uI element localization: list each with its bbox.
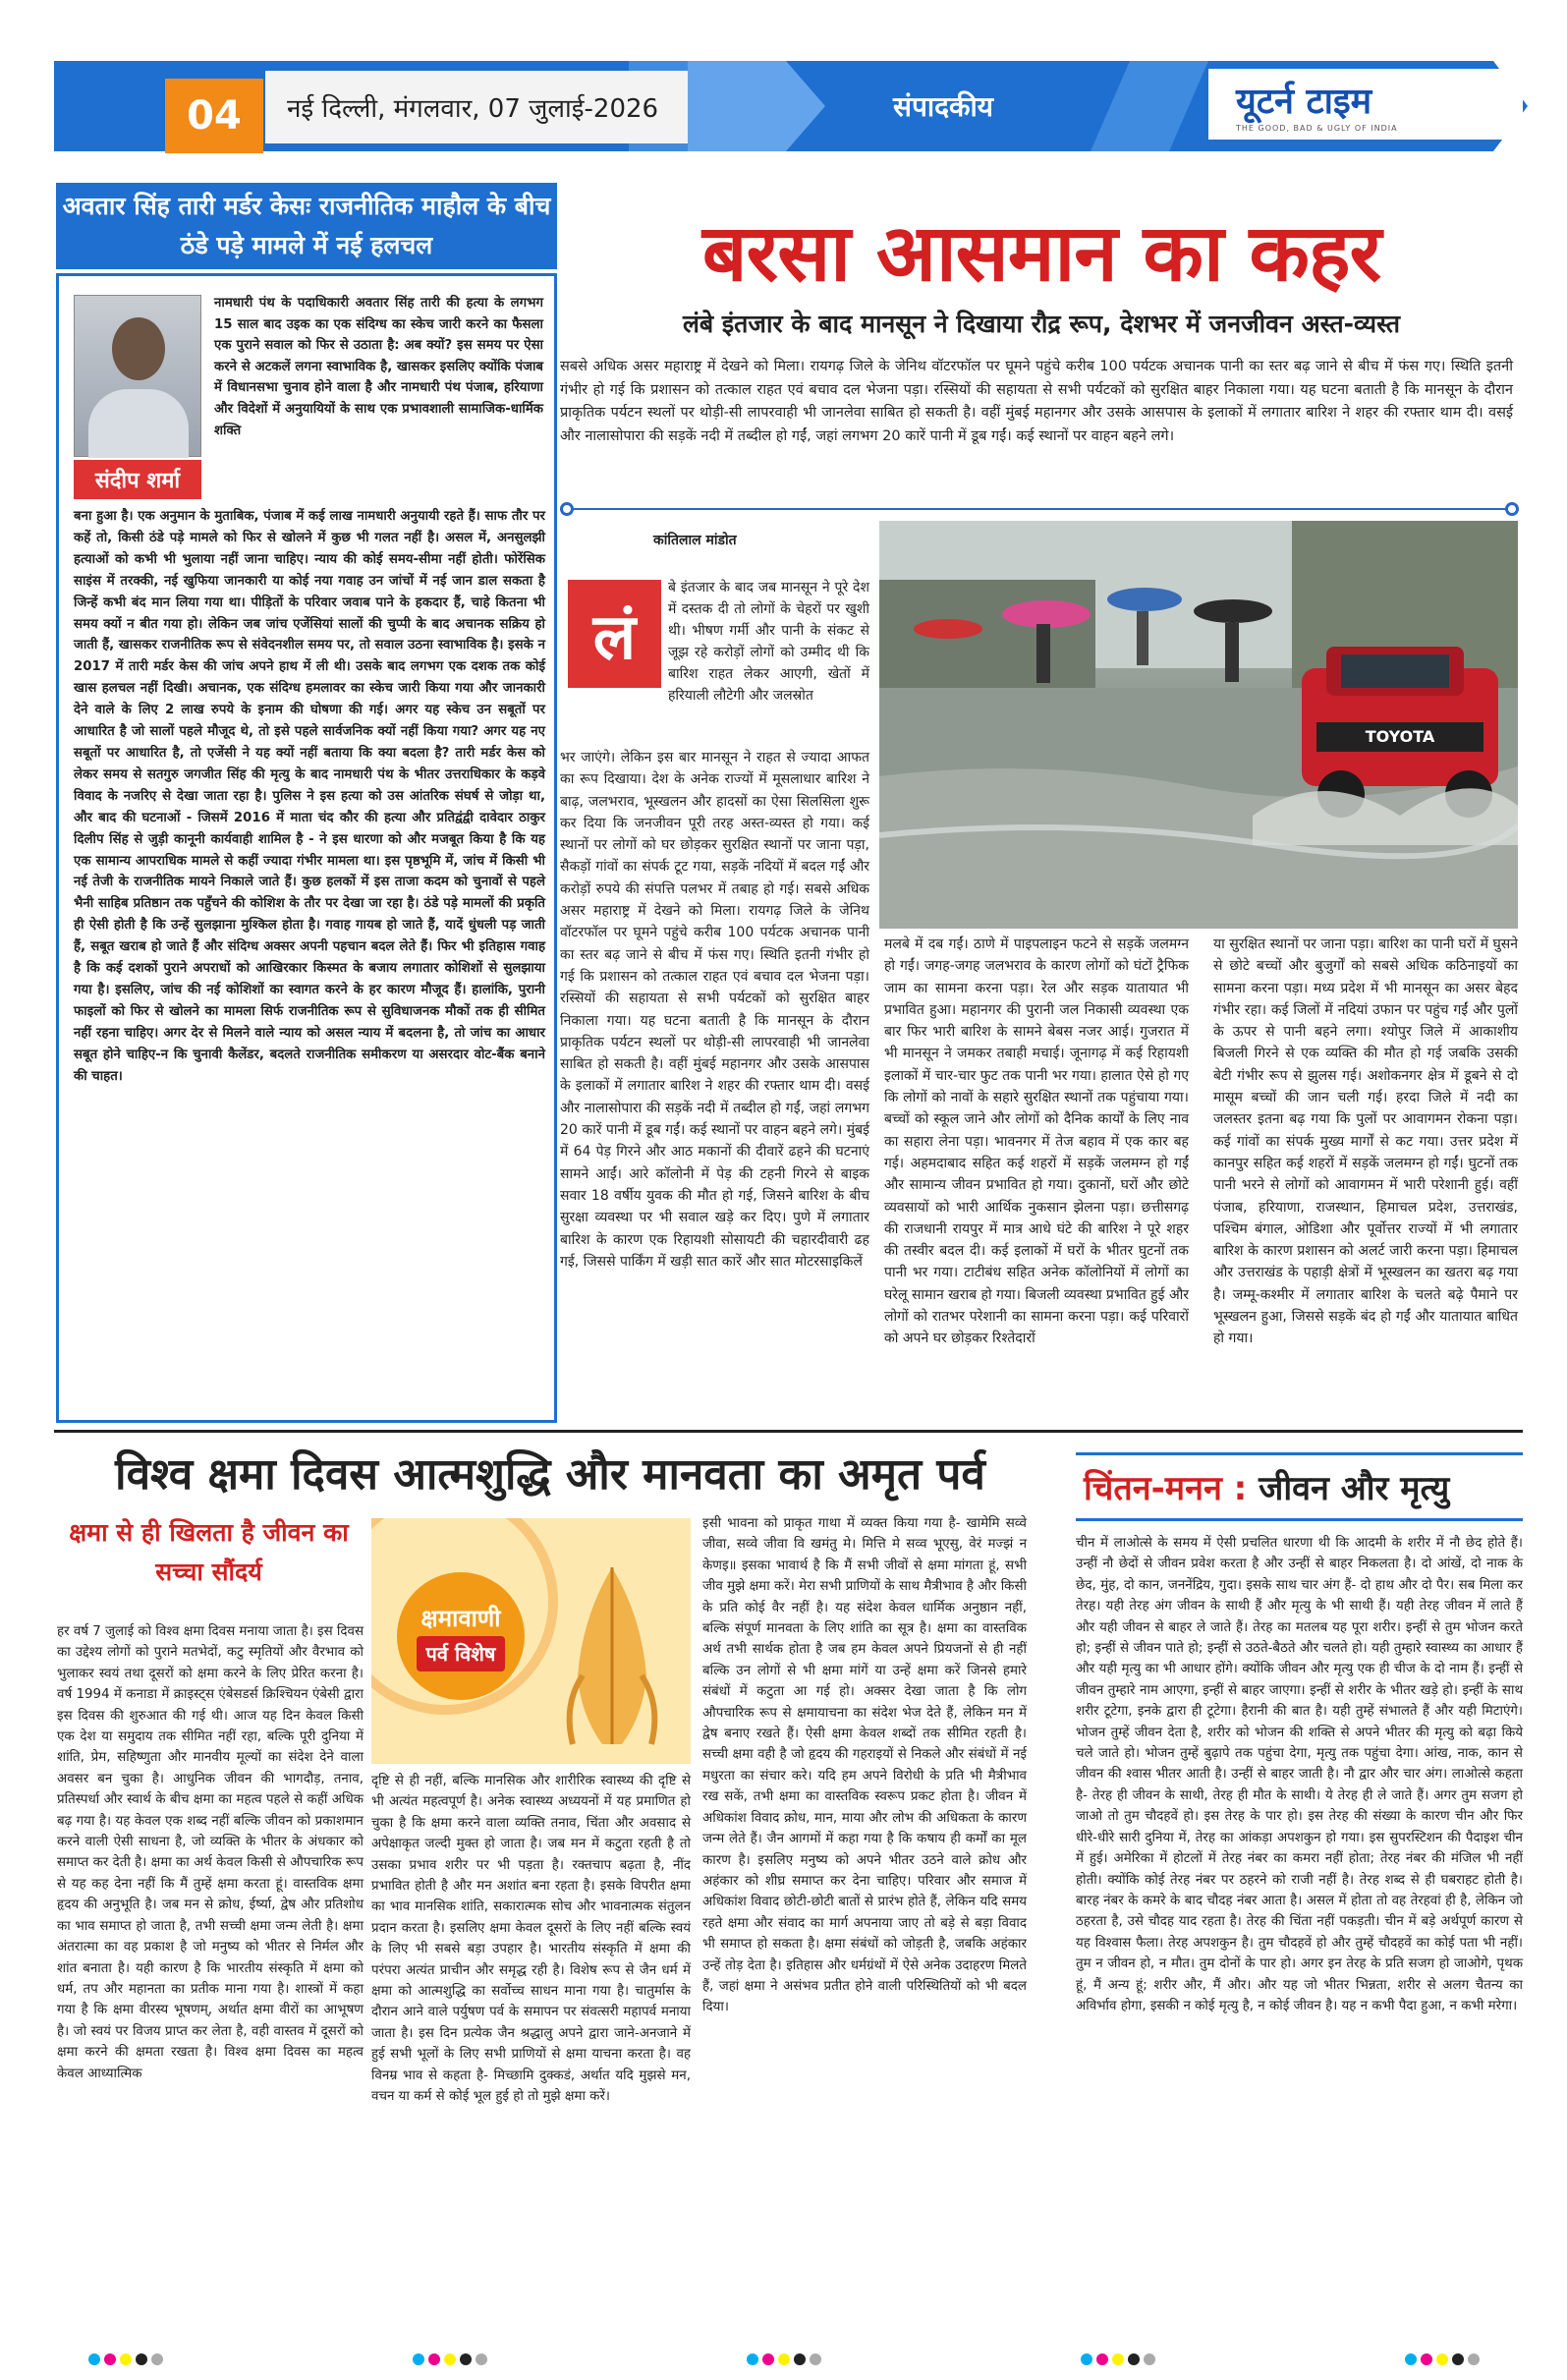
chintan-body: चीन में लाओत्से के समय में ऐसी प्रचलित धारणा थी कि आदमी के शरीर में नौ छेद होते हैं। उन्हीं नौ छेदों से जीवन प्रवेश करता है और उन्हीं से बाहर निकलता है। दो आंखें, दो नाक के छेद, मुंह, दो कान, जननेंद्रिय, गुदा। इसके साथ चार अंग हैं- दो हाथ और दो पैर। सब मिला कर तेरह। यही तेरह अंग जीवन के साथी हैं और मृत्यु के भी साथी हैं। यही तेरह जीवन में लाते हैं और यही जीवन से बाहर ले जाते हैं। तेरह का मतलब यह पूरा शरीर। इन्हीं से तुम भोजन करते हो; इन्हीं से जीवन पाते हो; इन्हीं से उठते-बैठते और चलते हो। यही तुम्हारे स्वास्थ्य का आधार हैं और यही मृत्यु का भी आधार होंगे। क्योंकि जीवन और मृत्यु एक ही चीज के दो नाम हैं। इन्हीं से जीवन तुम्हारे नाम आएगा, इन्हीं से बाहर जाएगा। इन्हीं से शरीर के भीतर खड़े हो। इन्हीं के साथ शरीर टूटेगा, इनके द्वारा ही टूटेगा। हैरानी की बात है। यही तुम्हें संभालते हैं और यही मिटाएंगे। भोजन तुम्हें जीवन देता है, शरीर को भोजन की शक्ति से अपने भीतर की मृत्यु को बढ़ा किये चले जाते हो। भोजन तुम्हें बुढ़ापे तक पहुंचा देगा, मृत्यु तक पहुंचा देगा। आंख, नाक, कान से जीवन की श्वास भीतर आती है। उन्हीं से बाहर जाती है। नौ द्वार और चार अंग। लाओत्से कहता है- तेरह ही जीवन के साथी, तेरह ही मौत के साथी। ये तेरह ही ले जाते हैं। अगर तुम सजग हो जाओ तो तुम चौदहवें हो। इस तेरह के पार हो। इस तेरह की संख्या के कारण चीन और फिर धीरे-धीरे सारी दुनिया में, तेरह का आंकड़ा अपशकुन हो गया। इस सुपरस्टिशन की पैदाइश चीन में हुई। अमेरिका में होटलों में तेरह नंबर का कमरा नहीं होता; तेरह नंबर की मंजिल भी नहीं होती। क्योंकि कोई तेरह नंबर पर ठहरने को राजी नहीं है। तेरह शब्द से ही घबराहट होती है। बारह नंबर के कमरे के बाद चौदह नंबर आता है। असल में होता तो वह तेरहवां ही है, लेकिन जो ठहरता है, उसे चौदह याद रहता है। तेरह की चिंता नहीं पकड़ती। चीन में बड़े अर्थपूर्ण कारण से यह विश्वास फैला। तेरह अपशकुन है। तुम चौदहवें हो और तुम्हें चौदहवें का कोई पता भी नहीं। तुम न जीवन हो, न मौत। तुम दोनों के पार हो। अगर इन तेरह के प्रति सजग हो जाओगे, पृथक हूं, मैं अन्य हूं; शरीर और, मैं और। और यह जो भीतर भिन्नता, शरीर से अलग चैतन्य का अविर्भाव होगा, इसकी न कोई मृत्यु है, न कोई जीवन है। यह न कभी पैदा हुआ, न कभी मरेगा। [1076, 1536, 1523, 2013]
bottom-headline: विश्व क्षमा दिवस आत्मशुद्धि और मानवता का अमृत पर्व [115, 1449, 985, 1500]
page-number: 04 [165, 79, 263, 153]
badge-line1: क्षमावाणी [420, 1605, 501, 1632]
folded-hands-icon [553, 1558, 671, 1754]
registration-dots [413, 2353, 487, 2367]
author-name: संदीप शर्मा [74, 460, 201, 499]
main-byline: कांतिलाल मांडोत [653, 533, 737, 548]
main-col3: या सुरक्षित स्थानों पर जाना पड़ा। बारिश का पानी घरों में घुसने से छोटे बच्चों और बुजुर्गों को सबसे अधिक कठिनाइयों का सामना करना पड़ा। मध्य प्रदेश में भी मानसून का असर बेहद गंभीर रहा। कई जिलों में नदियां उफान पर पहुंच गईं और पुलों के ऊपर से पानी बहने लगा। श्योपुर जिले में आकाशीय बिजली गिरने से एक व्यक्ति की मौत हो गई जबकि उसकी बेटी गंभीर रूप से झुलस गई। अशोकनगर क्षेत्र में डूबने से दो मासूम बच्चों की जान चली गई। हरदा जिले में नदी का जलस्तर इतना बढ़ गया कि पुलों पर आवागमन रोकना पड़ा। कई गांवों का संपर्क मुख्य मार्गों से कट गया। उत्तर प्रदेश में कानपुर सहित कई शहरों में सड़कें जलमग्न हो गईं। घुटनों तक पानी भरने से लोगों को आवागमन में भारी परेशानी हुई। वहीं पंजाब, हरियाणा, राजस्थान, हिमाचल प्रदेश, उत्तराखंड, पश्चिम बंगाल, ओडिशा और पूर्वोत्तर राज्यों में भी लगातार बारिश के कारण प्रशासन को अलर्ट जारी करना पड़ा। हिमाचल और उत्तराखंड के पहाड़ी क्षेत्रों में भूस्खलन का खतरा बढ़ गया है। जम्मू-कश्मीर में लगातार बारिश के चलते बढ़े पैमाने पर भूस्खलन हुआ, जिससे सड़कें बंद हो गईं और यातायात बाधित हो गया। [1213, 936, 1518, 1347]
left-story-title: अवतार सिंह तारी मर्डर केसः राजनीतिक माहौल के बीच ठंडे पड़े मामले में नई हलचल [56, 183, 557, 269]
dateline: नई दिल्ली, मंगलवार, 07 जुलाई-2026 [265, 71, 688, 143]
main-col1-body: भर जाएंगे। लेकिन इस बार मानसून ने राहत से ज्यादा आफत का रूप दिखाया। देश के अनेक राज्यों में मूसलाधार बारिश ने बाढ़, जलभराव, भूस्खलन और हादसों का ऐसा सिलसिला शुरू कर दिया कि जनजीवन पूरी तरह अस्त-व्यस्त हो गया। कई स्थानों पर लोगों को घर छोड़कर सुरक्षित स्थानों पर जाना पड़ा, सैकड़ों गांवों का संपर्क टूट गया, सड़कें नदियों में बदल गईं और करोड़ों रुपये की संपत्ति पलभर में तबाह हो गई। सबसे अधिक असर महाराष्ट्र में देखने को मिला। रायगढ़ जिले के जेनिथ वॉटरफॉल पर घूमने पहुंचे करीब 100 पर्यटक अचानक पानी का स्तर बढ़ जाने से बीच में फंस गए। स्थिति इतनी गंभीर हो गई कि प्रशासन को तत्काल राहत एवं बचाव दल भेजना पड़ा। रस्सियों की सहायता से सभी पर्यटकों को सुरक्षित बाहर निकाला गया। यह घटना बताती है कि मानसून के दौरान प्राकृतिक पर्यटन स्थलों पर थोड़ी-सी लापरवाही भी जानलेवा साबित हो सकती है। वहीं मुंबई महानगर और उसके आसपास के इलाकों में लगातार बारिश ने शहर की रफ्तार थाम दी। वसई और नालासोपारा की सड़कें नदी में तब्दील हो गईं, जहां लगभग 20 कारें पानी में डूब गईं। कई स्थानों पर वाहन बहने लगे। मुंबई में 64 पेड़ गिरने और आठ मकानों की दीवारें ढहने की घटनाएं सामने आईं। आरे कॉलोनी में पेड़ की टहनी गिरने से बाइक सवार 18 वर्षीय युवक की मौत हो गई, जिसने बारिश के बीच सुरक्षा व्यवस्था पर भी सवाल खड़े कर दिए। पुणे में लगातार बारिश के कारण एक रिहायशी सोसायटी की चहारदीवारी ढह गई, जिससे पार्किंग में खड़ी सात कारें और सात मोटरसाइकिलें [560, 750, 869, 1270]
page-header [0, 0, 1567, 167]
bottom-divider [54, 1430, 1523, 1433]
badge-line2: पर्व विशेष [417, 1636, 506, 1672]
divider-dot-right [1505, 502, 1519, 516]
main-subheadline: लंबे इंतजार के बाद मानसून ने दिखाया रौद्र रूप, देशभर में जनजीवन अस्त-व्यस्त [682, 310, 1401, 338]
brand-tagline: THE GOOD, BAD & UGLY OF INDIA [1236, 124, 1398, 133]
bottom-col1: हर वर्ष 7 जुलाई को विश्व क्षमा दिवस मनाया जाता है। इस दिवस का उद्देश्य लोगों को पुराने मतभेदों, कटु स्मृतियों और वैरभाव को भुलाकर स्वयं तथा दूसरों को क्षमा करने के लिए प्रेरित करना है। वर्ष 1994 में कनाडा में क्राइस्ट्स एंबेसडर्स क्रिश्चियन एंबेसी द्वारा इस दिवस की शुरुआत की गई थी। आज यह दिन केवल किसी एक देश या समुदाय तक सीमित नहीं रहा, बल्कि पूरी दुनिया में शांति, प्रेम, सहिष्णुता और मानवीय मूल्यों का संदेश देने वाला अवसर बन चुका है। आधुनिक जीवन की भागदौड़, तनाव, प्रतिस्पर्धा और स्वार्थ के बीच क्षमा का महत्व पहले से कहीं अधिक बढ़ गया है। यह केवल एक शब्द नहीं बल्कि जीवन को प्रकाशमान करने वाली ऐसी साधना है, जो व्यक्ति के भीतर के अंधकार को समाप्त कर देती है। क्षमा का अर्थ केवल किसी से औपचारिक रूप से यह कह देना नहीं कि मैं तुम्हें क्षमा करता हूं। वास्तविक क्षमा हृदय की अनुभूति है। जब मन से क्रोध, ईर्ष्या, द्वेष और प्रतिशोध का भाव समाप्त हो जाता है, तभी सच्ची क्षमा जन्म लेती है। क्षमा अंतरात्मा का वह प्रकाश है जो मनुष्य को भीतर से निर्मल और शांत बनाता है। यही कारण है कि भारतीय संस्कृति में क्षमा को धर्म, तप और महानता का प्रतीक माना गया है। शास्त्रों में कहा गया है कि क्षमा वीरस्य भूषणम्, अर्थात क्षमा वीरों का आभूषण है। जो स्वयं पर विजय प्राप्त कर लेता है, वही वास्तव में दूसरों को क्षमा करने की क्षमता रखता है। विश्व क्षमा दिवस का महत्व केवल आध्यात्मिक [57, 1624, 364, 2081]
bottom-col3: इसी भावना को प्राकृत गाथा में व्यक्त किया गया है- खामेमि सव्वे जीवा, सव्वे जीवा वि खमंतु मे। मित्ति मे सव्व भूएसु, वेरं मज्झं न केणइ॥ इसका भावार्थ है कि मैं सभी जीवों से क्षमा मांगता हूं, सभी जीव मुझे क्षमा करें। मेरा सभी प्राणियों के साथ मैत्रीभाव है और किसी के प्रति कोई वैर नहीं है। यह संदेश केवल धार्मिक अनुष्ठान नहीं, बल्कि संपूर्ण मानवता के लिए शांति का सूत्र है। क्षमा का वास्तविक अर्थ तभी सार्थक होता है जब हम केवल अपने प्रियजनों से ही नहीं बल्कि उन लोगों से भी क्षमा मांगें या उन्हें क्षमा करें जिनसे हमारे संबंधों में कटुता आ गई हो। अक्सर देखा जाता है कि लोग औपचारिक रूप से क्षमायाचना का संदेश भेज देते हैं, लेकिन मन में द्वेष बनाए रखते हैं। ऐसी क्षमा केवल शब्दों तक सीमित रहती है। सच्ची क्षमा वही है जो हृदय की गहराइयों से निकले और संबंधों में नई मधुरता का संचार करे। यदि हम अपने विरोधी के प्रति भी मैत्रीभाव रख सकें, तभी क्षमा का वास्तविक स्वरूप प्रकट होता है। जीवन में अधिकांश विवाद क्रोध, मान, माया और लोभ की अधिकता के कारण जन्म लेते हैं। जैन आगमों में कहा गया है कि कषाय ही कर्मों का मूल कारण है। इसलिए मनुष्य को अपने भीतर उठने वाले क्रोध और अहंकार को शीघ्र समाप्त कर देना चाहिए। परिवार और समाज में अधिकांश विवाद छोटी-छोटी बातों से प्रारंभ होते हैं, लेकिन यदि समय रहते क्षमा और संवाद का मार्ग अपनाया जाए तो बड़े से बड़ा विवाद भी समाप्त हो सकता है। क्षमा संबंधों को जोड़ती है, जबकि अहंकार उन्हें तोड़ देता है। इतिहास और धर्मग्रंथों में ऐसे अनेक उदाहरण मिलते हैं, जहां क्षमा ने असंभव प्रतीत होने वाली परिस्थितियों को भी बदल दिया। [702, 1516, 1027, 2015]
author-photo-body [88, 389, 189, 458]
chintan-title-topic: जीवन और मृत्यु [1259, 1469, 1450, 1508]
divider-dot-left [560, 502, 574, 516]
brand-name: यूटर्न टाइम [1236, 82, 1372, 122]
chintan-title-label: चिंतन-मनन : [1084, 1469, 1248, 1508]
section-divider [560, 508, 1518, 510]
kshamavani-graphic [371, 1518, 691, 1764]
brand-logo [1208, 69, 1523, 140]
flood-photo-illustration [879, 521, 1518, 929]
kshamavani-badge [397, 1572, 525, 1700]
main-lead-paragraph: सबसे अधिक असर महाराष्ट्र में देखने को मिला। रायगढ़ जिले के जेनिथ वॉटरफॉल पर घूमने पहुंचे करीब 100 पर्यटक अचानक पानी का स्तर बढ़ जाने से बीच में फंस गए। स्थिति इतनी गंभीर हो गई कि प्रशासन को तत्काल राहत एवं बचाव दल भेजना पड़ा। रस्सियों की सहायता से सभी पर्यटकों को सुरक्षित बाहर निकाला गया। यह घटना बताती है कि मानसून के दौरान प्राकृतिक पर्यटन स्थलों पर थोड़ी-सी लापरवाही भी जानलेवा साबित हो सकती है। वहीं मुंबई महानगर और उसके आसपास के इलाकों में लगातार बारिश ने शहर की रफ्तार थाम दी। वसई और नालासोपारा की सड़कें नदी में तब्दील हो गईं, जहां लगभग 20 कारें पानी में डूब गईं। कई स्थानों पर वाहन बहने लगे। [560, 359, 1513, 444]
registration-dots [88, 2353, 163, 2367]
bottom-subheadline: क्षमा से ही खिलता है जीवन का सच्चा सौंदर्य [69, 1518, 349, 1586]
car-plate-text: TOYOTA [1365, 727, 1435, 746]
flood-street-photo [879, 521, 1518, 929]
main-headline: बरसा आसमान का कहर [701, 207, 1381, 299]
registration-dots [747, 2353, 821, 2367]
chintan-title [1076, 1452, 1523, 1521]
left-story-intro: नामधारी पंथ के पदाधिकारी अवतार सिंह तारी की हत्या के लगभग 15 साल बाद उइक का एक संदिग्ध का स्केच जारी करने का फैसला एक पुराने सवाल को फिर से उठाता है: अब क्यों? इस समय पर ऐसा करने से अटकलें लगना स्वाभाविक है, खासकर इसलिए क्योंकि पंजाब में विधानसभा चुनाव होने वाला है और नामधारी पंथ पंजाब, हरियाणा और विदेशों में अनुयायियों के साथ एक प्रभावशाली सामाजिक-धार्मिक शक्ति [214, 296, 543, 438]
left-story-body: बना हुआ है। एक अनुमान के मुताबिक, पंजाब में कई लाख नामधारी अनुयायी रहते हैं। साफ तौर पर कहें तो, किसी ठंडे पड़े मामले को फिर से खोलने में कुछ भी गलत नहीं है। असल में, अनसुलझी हत्याओं को कभी भी भुलाया नहीं जाना चाहिए। न्याय की कोई समय-सीमा नहीं होती। फोरेंसिक साइंस में तरक्की, नई खुफिया जानकारी या कोई नया गवाह उन जांचों में नई जान डाल सकता है जिन्हें कभी बंद मान लिया गया था। पीड़ितों के परिवार जवाब पाने के हकदार हैं, चाहे कितना भी समय क्यों न बीत गया हो। लेकिन जब जांच एजेंसियां सालों की चुप्पी के बाद अचानक सक्रिय हो जाती हैं, खासकर राजनीतिक रूप से संवेदनशील समय पर, तो सवाल उठना स्वाभाविक है। इसके न 2017 में तारी मर्डर केस की जांच अपने हाथ में ली थी। उसके बाद लगभग एक दशक तक कोई खास हलचल नहीं दिखी। अचानक, एक संदिग्ध हमलावर का स्केच जारी किया गया और जानकारी देने वाले के लिए 2 लाख रुपये के इनाम की घोषणा की गई। अगर यह स्केच उन सबूतों पर आधारित है जो सालों पहले मौजूद थे, तो इसे पहले सार्वजनिक क्यों नहीं किया गया? अगर यह नए सबूतों पर आधारित है, तो एजेंसी ने यह क्यों नहीं बताया कि क्या बदला है? तारी मर्डर केस को लेकर समय से सतगुरु जगजीत सिंह की मृत्यु के बाद नामधारी पंथ के भीतर उत्तराधिकार के कड़वे विवाद के नजरिए से देखा जाता रहा है। पुलिस ने इस हत्या को उस आंतरिक संघर्ष से जोड़ा था, और बाद की घटनाओं - जिसमें 2016 में माता चंद कौर की हत्या और प्रतिद्वंद्वी दावेदार ठाकुर दिलीप सिंह से जुड़ी कानूनी कार्यवाही शामिल है - ने इस धारणा को और मजबूत किया है कि यह एक सामान्य आपराधिक मामले से कहीं ज्यादा गंभीर मामला था। इस पृष्ठभूमि में, जांच में किसी भी नई तेजी के राजनीतिक मायने निकाले जाते हैं। कुछ हलकों में इस ताजा कदम को चुनावों से पहले भैनी साहिब प्रतिष्ठान तक पहुँचने की कोशिश के तौर पर देखा जा रहा है। ठंडे पड़े मामलों की प्रकृति ही ऐसी होती है कि उन्हें सुलझाना मुश्किल होता है। गवाह गायब हो जाते हैं, यादें धुंधली पड़ जाती हैं, सबूत खराब हो जाते हैं और संदिग्ध अक्सर अपनी पहचान बदल लेते हैं। फिर भी इतिहास गवाह है कि कई दशकों पुराने अपराधों को आखिरकार किस्मत के बजाय लगातार कोशिशों से सुलझाया गया है। इसलिए, जांच की नई कोशिशों का स्वागत करने के हर कारण मौजूद हैं। हालांकि, पुरानी फाइलों को फिर से खोलने का मामला सिर्फ राजनीतिक रूप से सुविधाजनक मौकों तक ही सीमित नहीं रहना चाहिए। अगर देर से मिलने वाले न्याय को असल न्याय में बदलना है, तो जांच का आधार सबूत होने चाहिए-न कि चुनावी कैलेंडर, बदलते राजनीतिक समीकरण या असरदार वोट-बैंक बनाने की चाहत। [74, 509, 545, 1084]
author-photo [74, 295, 201, 457]
registration-dots [1405, 2353, 1480, 2367]
registration-dots [1081, 2353, 1155, 2367]
section-name: संपादकीय [893, 90, 993, 123]
main-col2: मलबे में दब गईं। ठाणे में पाइपलाइन फटने से सड़कें जलमग्न हो गईं। जगह-जगह जलभराव के कारण लोगों को घंटों ट्रैफिक जाम का सामना करना पड़ा। रेल और सड़क यातायात भी प्रभावित हुआ। महानगर की पुरानी जल निकासी व्यवस्था एक बार फिर भारी बारिश के सामने बेबस नजर आई। गुजरात में भी मानसून ने जमकर तबाही मचाई। जूनागढ़ में कई रिहायशी इलाकों में चार-चार फुट तक पानी भर गया। हालात ऐसे हो गए कि लोगों को नावों के सहारे सुरक्षित स्थानों तक पहुंचाया गया। बच्चों को स्कूल जाने और लोगों को दैनिक कार्यों के लिए नाव का सहारा लेना पड़ा। भावनगर में तेज बहाव में एक कार बह गई। अहमदाबाद सहित कई शहरों में सड़कें जलमग्न हो गईं और सामान्य जीवन प्रभावित हो गया। दुकानों, घरों और छोटे व्यवसायों को भारी आर्थिक नुकसान झेलना पड़ा। छत्तीसगढ़ की राजधानी रायपुर में मात्र आधे घंटे की बारिश ने पूरे शहर की तस्वीर बदल दी। कई इलाकों में घरों के भीतर घुटनों तक पानी भर गया। टाटीबंध सहित अनेक कॉलोनियों में लोगों का घरेलू सामान खराब हो गया। बिजली व्यवस्था प्रभावित हुई और लोगों को रातभर परेशानी का सामना करना पड़ा। कई परिवारों को अपने घर छोड़कर रिश्तेदारों [884, 936, 1189, 1347]
author-photo-head [112, 317, 165, 380]
dropcap: लं [568, 580, 661, 688]
main-col1-intro: बे इंतजार के बाद जब मानसून ने पूरे देश में दस्तक दी तो लोगों के चेहरों पर खुशी थी। भीषण गर्मी और पानी के संकट से जूझ रहे करोड़ों लोगों को उम्मीद थी कि बारिश राहत लेकर आएगी, खेतों में हरियाली लौटेगी और जलस्रोत [668, 580, 869, 704]
bottom-col2: दृष्टि से ही नहीं, बल्कि मानसिक और शारीरिक स्वास्थ्य की दृष्टि से भी अत्यंत महत्वपूर्ण है। अनेक स्वास्थ्य अध्ययनों में यह प्रमाणित हो चुका है कि क्षमा करने वाला व्यक्ति तनाव, चिंता और अवसाद से अपेक्षाकृत जल्दी मुक्त हो जाता है। जब मन में कटुता रहती है तो उसका प्रभाव शरीर पर भी पड़ता है। रक्तचाप बढ़ता है, नींद प्रभावित होती है और मन अशांत बना रहता है। इसके विपरीत क्षमा का भाव मानसिक शांति, सकारात्मक सोच और भावनात्मक संतुलन प्रदान करता है। इसलिए क्षमा केवल दूसरों के लिए नहीं बल्कि स्वयं के लिए भी सबसे बड़ा उपहार है। भारतीय संस्कृति में क्षमा की परंपरा अत्यंत प्राचीन और समृद्ध रही है। विशेष रूप से जैन धर्म में क्षमा को आत्मशुद्धि का सर्वोच्च साधन माना गया है। चातुर्मास के दौरान आने वाले पर्युषण पर्व के समापन पर संवत्सरी महापर्व मनाया जाता है। इस दिन प्रत्येक जैन श्रद्धालु अपने द्वारा जाने-अनजाने में हुई सभी भूलों के लिए सभी प्राणियों से क्षमा याचना करता है। वह विनम्र भाव से कहता है- मिच्छामि दुक्कडं, अर्थात यदि मुझसे मन, वचन या कर्म से कोई भूल हुई हो तो मुझे क्षमा करें। [371, 1774, 691, 2105]
